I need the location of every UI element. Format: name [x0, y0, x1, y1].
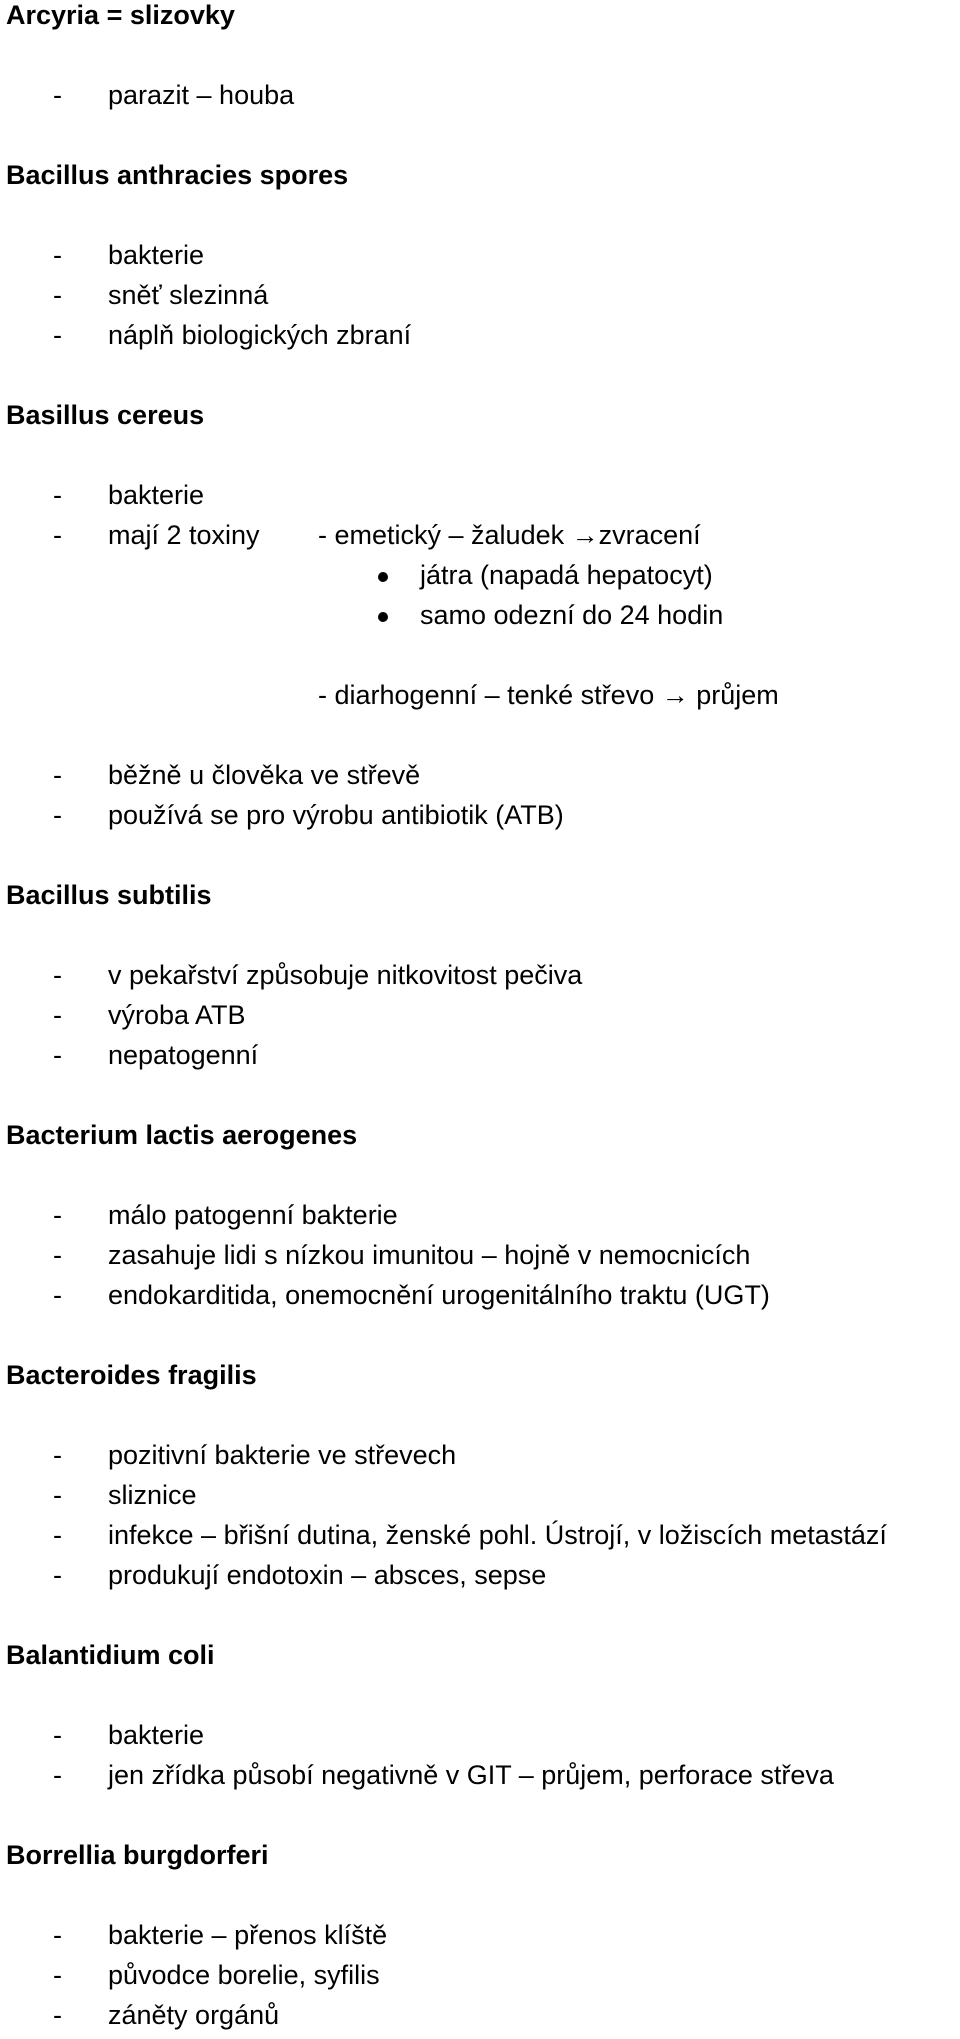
list-item: zasahuje lidi s nízkou imunitou – hojně v nemocnicích: [108, 1240, 751, 1270]
list-item: používá se pro výrobu antibiotik (ATB): [108, 800, 564, 830]
list-dash: -: [53, 1040, 62, 1070]
bullet-dot-icon: [378, 572, 388, 582]
list-item: bakterie: [108, 240, 205, 270]
list-dash: -: [53, 1480, 62, 1510]
section-heading: Balantidium coli: [6, 1640, 215, 1670]
list-item: infekce – břišní dutina, ženské pohl. Ústrojí, v ložiscích metastází: [108, 1520, 887, 1550]
list-dash: -: [53, 800, 62, 830]
list-item: původce borelie, syfilis: [108, 1960, 380, 1990]
list-item: bakterie: [108, 1720, 205, 1750]
list-dash: -: [53, 280, 62, 310]
list-item: bakterie: [108, 480, 205, 510]
list-item: endokarditida, onemocnění urogenitálního traktu (UGT): [108, 1280, 770, 1310]
list-dash: -: [53, 520, 62, 550]
list-item: záněty orgánů: [108, 2000, 280, 2030]
list-dash: -: [53, 1760, 62, 1790]
list-dash: -: [53, 320, 62, 350]
list-dash: -: [53, 480, 62, 510]
list-dash: -: [53, 1920, 62, 1950]
section-heading: Bacteroides fragilis: [6, 1360, 257, 1390]
list-dash: -: [53, 1000, 62, 1030]
list-item: málo patogenní bakterie: [108, 1200, 398, 1230]
list-dash: -: [53, 1720, 62, 1750]
section-heading: Basillus cereus: [6, 400, 205, 430]
sub-bullet-item: játra (napadá hepatocyt): [420, 560, 713, 590]
list-item: v pekařství způsobuje nitkovitost pečiva: [108, 960, 583, 990]
section-heading: Bacillus subtilis: [6, 880, 212, 910]
list-item: nepatogenní: [108, 1040, 259, 1070]
list-dash: -: [53, 1960, 62, 1990]
list-item: náplň biologických zbraní: [108, 320, 412, 350]
bullet-dot-icon: [378, 612, 388, 622]
list-dash: -: [53, 240, 62, 270]
toxin-diarrheal-line: - diarhogenní – tenké střevo → průjem: [318, 680, 779, 710]
section-heading: Bacterium lactis aerogenes: [6, 1120, 358, 1150]
list-item: bakterie – přenos klíště: [108, 1920, 388, 1950]
list-item: běžně u člověka ve střevě: [108, 760, 421, 790]
list-dash: -: [53, 1560, 62, 1590]
list-dash: -: [53, 1440, 62, 1470]
list-dash: -: [53, 960, 62, 990]
list-dash: -: [53, 1280, 62, 1310]
list-dash: -: [53, 1520, 62, 1550]
list-item: sliznice: [108, 1480, 197, 1510]
list-dash: -: [53, 1200, 62, 1230]
list-item: produkují endotoxin – absces, sepse: [108, 1560, 547, 1590]
section-heading: Borrellia burgdorferi: [6, 1840, 269, 1870]
list-item: jen zřídka působí negativně v GIT – průjem, perforace střeva: [108, 1760, 834, 1790]
list-item: parazit – houba: [108, 80, 295, 110]
list-dash: -: [53, 2000, 62, 2030]
section-heading: Bacillus anthracies spores: [6, 160, 349, 190]
list-item: mají 2 toxiny: [108, 520, 260, 550]
toxin-emetic-line: - emetický – žaludek →zvracení: [318, 520, 701, 550]
list-dash: -: [53, 80, 62, 110]
list-item: pozitivní bakterie ve střevech: [108, 1440, 457, 1470]
list-dash: -: [53, 760, 62, 790]
sub-bullet-item: samo odezní do 24 hodin: [420, 600, 724, 630]
list-item: sněť slezinná: [108, 280, 269, 310]
section-heading: Arcyria = slizovky: [6, 0, 235, 30]
list-dash: -: [53, 1240, 62, 1270]
list-item: výroba ATB: [108, 1000, 246, 1030]
